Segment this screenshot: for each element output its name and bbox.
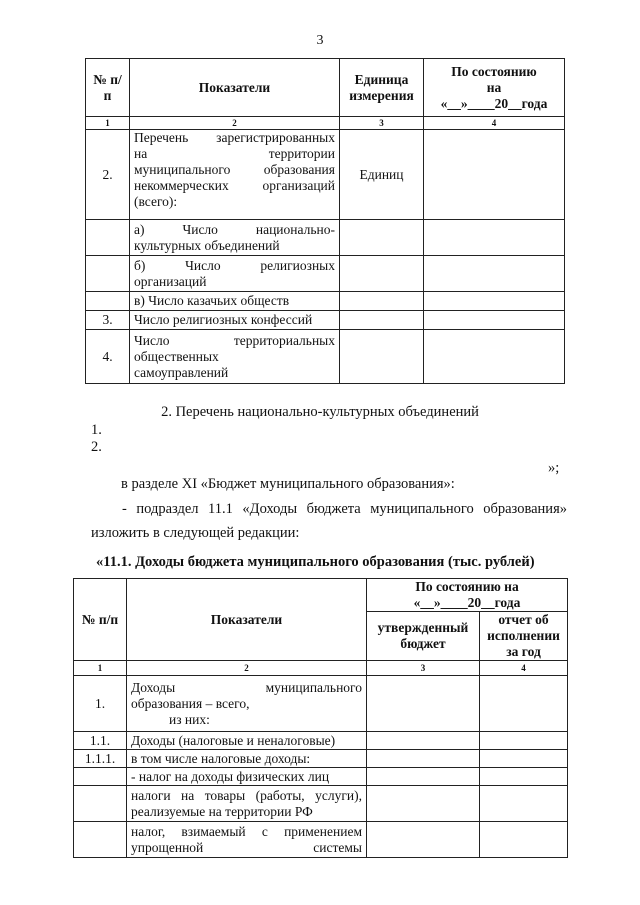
table-row bbox=[86, 311, 565, 330]
table-row bbox=[86, 330, 565, 384]
header-status: По состоянию на «__»____20__года bbox=[424, 59, 565, 117]
row-value bbox=[424, 330, 565, 384]
col-num-2: 2 bbox=[130, 117, 340, 130]
row-indicator: - налог на доходы физических лиц bbox=[127, 768, 367, 786]
row-indicator: налог, взимаемый с применением упрощенной системы bbox=[127, 822, 367, 858]
section-title: 2. Перечень национально-культурных объединений bbox=[161, 404, 479, 420]
closing-quote: »; bbox=[548, 460, 560, 476]
row-indicator: б) Число религиозных организаций bbox=[130, 256, 340, 292]
row-num: 1. bbox=[74, 676, 127, 732]
row-indicator: Число религиозных конфессий bbox=[130, 311, 340, 330]
header-status: По состоянию на «__»____20__года bbox=[367, 579, 568, 612]
row-value bbox=[424, 256, 565, 292]
row-report bbox=[480, 676, 568, 732]
table-row bbox=[86, 130, 565, 220]
col-num-1: 1 bbox=[86, 117, 130, 130]
row-value bbox=[424, 292, 565, 311]
row-value bbox=[424, 311, 565, 330]
col-num-3: 3 bbox=[367, 661, 480, 676]
row-num: 4. bbox=[86, 330, 130, 384]
table-row bbox=[74, 732, 568, 750]
ngo-table bbox=[85, 58, 565, 384]
row-unit: Единиц bbox=[340, 130, 424, 220]
row-num bbox=[86, 292, 130, 311]
col-num-2: 2 bbox=[127, 661, 367, 676]
paragraph-subsection: - подраздел 11.1 «Доходы бюджета муниципального образования» bbox=[122, 501, 567, 517]
section-heading: «11.1. Доходы бюджета муниципального образования (тыс. рублей) bbox=[96, 554, 535, 570]
row-num bbox=[74, 786, 127, 822]
row-num bbox=[86, 256, 130, 292]
row-approved bbox=[367, 822, 480, 858]
header-approved: утвержденный бюджет bbox=[367, 612, 480, 661]
list-item-2: 2. bbox=[91, 439, 102, 455]
row-approved bbox=[367, 750, 480, 768]
paragraph-budget-section: в разделе XI «Бюджет муниципального образования»: bbox=[121, 476, 455, 492]
header-num: № п/п bbox=[86, 59, 130, 117]
table-row bbox=[86, 292, 565, 311]
row-indicator: в) Число казачьих обществ bbox=[130, 292, 340, 311]
header-report: отчет об исполнении за год bbox=[480, 612, 568, 661]
row-approved bbox=[367, 768, 480, 786]
row-unit bbox=[340, 220, 424, 256]
row-report bbox=[480, 822, 568, 858]
col-num-3: 3 bbox=[340, 117, 424, 130]
row-num: 3. bbox=[86, 311, 130, 330]
row-report bbox=[480, 732, 568, 750]
row-unit bbox=[340, 311, 424, 330]
row-num: 2. bbox=[86, 130, 130, 220]
row-approved bbox=[367, 676, 480, 732]
revenue-table bbox=[73, 578, 568, 858]
row-indicator: налоги на товары (работы, услуги), реализуемые на территории РФ bbox=[127, 786, 367, 822]
header-num: № п/п bbox=[74, 579, 127, 661]
row-value bbox=[424, 130, 565, 220]
header-indicators: Показатели bbox=[127, 579, 367, 661]
row-num: 1.1.1. bbox=[74, 750, 127, 768]
table-row bbox=[74, 750, 568, 768]
row-num bbox=[86, 220, 130, 256]
table-row bbox=[86, 256, 565, 292]
col-num-4: 4 bbox=[480, 661, 568, 676]
row-indicator: Доходы (налоговые и неналоговые) bbox=[127, 732, 367, 750]
row-indicator: а) Число национально- культурных объединений bbox=[130, 220, 340, 256]
row-report bbox=[480, 786, 568, 822]
row-num bbox=[74, 822, 127, 858]
table-row bbox=[74, 676, 568, 732]
table-row bbox=[74, 786, 568, 822]
row-indicator: Число территориальных общественных самоуправлений bbox=[130, 330, 340, 384]
row-report bbox=[480, 768, 568, 786]
table-row bbox=[86, 220, 565, 256]
row-num: 1.1. bbox=[74, 732, 127, 750]
row-num bbox=[74, 768, 127, 786]
row-report bbox=[480, 750, 568, 768]
page-number: 3 bbox=[316, 33, 324, 48]
paragraph-edition: изложить в следующей редакции: bbox=[91, 525, 300, 541]
row-unit bbox=[340, 330, 424, 384]
list-item-1: 1. bbox=[91, 422, 102, 438]
header-unit: Единица измерения bbox=[340, 59, 424, 117]
table-row bbox=[74, 822, 568, 858]
table-row bbox=[74, 768, 568, 786]
row-approved bbox=[367, 732, 480, 750]
row-indicator: Доходы муниципального образования – всего, из них: bbox=[127, 676, 367, 732]
header-indicators: Показатели bbox=[130, 59, 340, 117]
col-num-4: 4 bbox=[424, 117, 565, 130]
row-unit bbox=[340, 256, 424, 292]
row-indicator: Перечень зарегистрированных на территории муниципального образования некоммерческих организаций (всего): bbox=[130, 130, 340, 220]
row-approved bbox=[367, 786, 480, 822]
row-indicator: в том числе налоговые доходы: bbox=[127, 750, 367, 768]
row-unit bbox=[340, 292, 424, 311]
row-value bbox=[424, 220, 565, 256]
col-num-1: 1 bbox=[74, 661, 127, 676]
